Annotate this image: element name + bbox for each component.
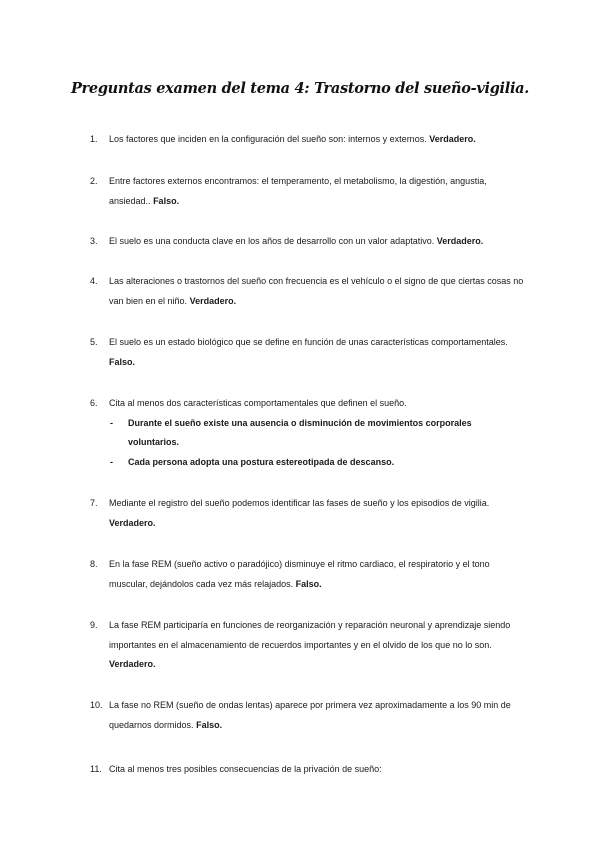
bullet-dash: - [110, 456, 113, 467]
bullet-dash: - [110, 417, 113, 428]
question-answer: Falso. [295, 578, 322, 589]
question-number: 10. [90, 700, 103, 710]
question-text: Mediante el registro del sueño podemos identificar las fases de sueño y los episodios de vigilia. [109, 498, 490, 508]
question-answer: Verdadero. [429, 134, 476, 144]
question-text: Los factores que inciden en la configuración del sueño son: internos y externos. [109, 134, 427, 144]
question-8 [90, 555, 530, 594]
question-text: Cita al menos dos características comportamentales que definen el sueño. [109, 398, 407, 408]
question-text: En la fase REM (sueño activo o paradójico) disminuye el ritmo cardiaco, el respiratorio y el tono muscular, dejándolos cada vez más relajados. [109, 559, 490, 589]
answer-bullet [110, 414, 510, 453]
question-number: 4. [90, 276, 98, 286]
question-text: Cita al menos tres posibles consecuencias de la privación de sueño: [109, 764, 382, 774]
question-answer: Verdadero. [109, 517, 156, 528]
question-text: El suelo es un estado biológico que se define en función de unas características comportamentales. [109, 337, 508, 347]
document-title: Preguntas examen del tema 4: Trastorno del sueño-vigilia. [70, 80, 530, 97]
question-number: 11. [90, 764, 102, 774]
question-answer: Falso. [109, 356, 136, 367]
question-answer: Verdadero. [109, 659, 156, 669]
question-number: 5. [90, 337, 98, 347]
question-number: 1. [90, 134, 98, 144]
question-6 [90, 394, 530, 472]
question-number: 6. [90, 398, 98, 408]
question-3 [90, 232, 530, 252]
question-10 [90, 696, 530, 735]
question-5 [90, 333, 530, 372]
question-answer: Verdadero. [189, 295, 237, 306]
question-9 [90, 616, 530, 675]
question-text: La fase REM participaría en funciones de reorganización y reparación neuronal y aprendizaje siendo importantes en el almacenamiento de recuerdos importantes y en el olvido de los que no lo son. [109, 620, 511, 650]
question-answer: Falso. [153, 195, 180, 206]
bullet-text: Cada persona adopta una postura estereotipada de descanso. [128, 456, 395, 467]
answer-bullet [110, 453, 510, 473]
question-number: 2. [90, 176, 98, 186]
question-1 [90, 130, 530, 150]
question-text: Las alteraciones o trastornos del sueño con frecuencia es el vehículo o el signo de que ciertas cosas no van bien en el niño. [109, 276, 524, 306]
question-7 [90, 494, 530, 533]
question-number: 7. [90, 498, 98, 508]
question-text: La fase no REM (sueño de ondas lentas) aparece por primera vez aproximadamente a los 90 min de quedarnos dormidos. [109, 700, 511, 730]
question-4 [90, 272, 530, 311]
question-2 [90, 172, 530, 211]
question-number: 8. [90, 559, 98, 569]
question-answer: Verdadero. [436, 236, 484, 246]
question-text: El suelo es una conducta clave en los años de desarrollo con un valor adaptativo. [109, 236, 435, 246]
question-number: 9. [90, 620, 98, 630]
bullet-text: Durante el sueño existe una ausencia o disminución de movimientos corporales voluntarios. [128, 417, 472, 447]
question-number: 3. [90, 236, 98, 246]
question-answer: Falso. [196, 719, 223, 730]
question-11 [90, 760, 530, 780]
question-text: Entre factores externos encontramos: el temperamento, el metabolismo, la digestión, angustia, ansiedad.. [109, 176, 487, 206]
